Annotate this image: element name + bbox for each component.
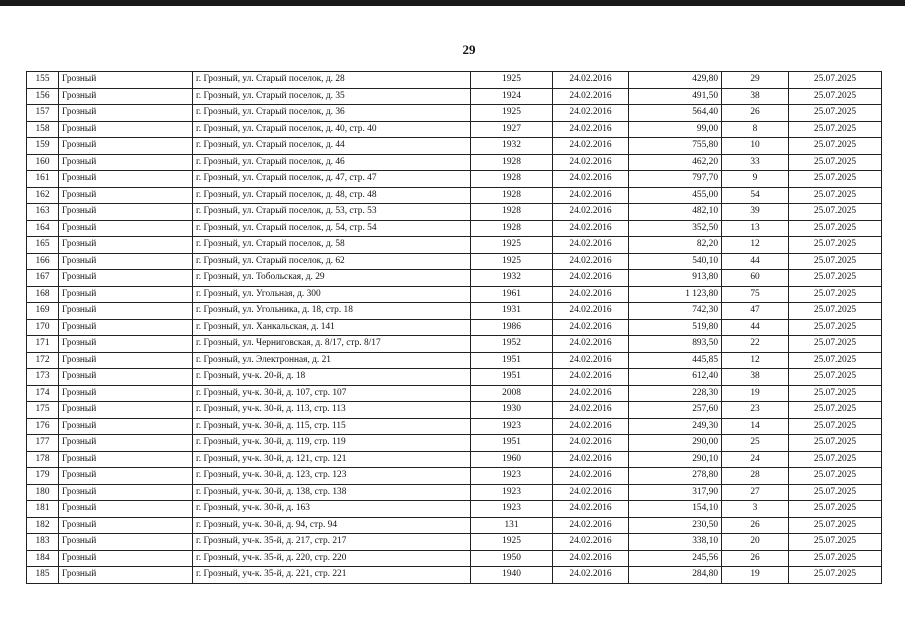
cell-recognition-date: 24.02.2016 <box>553 418 629 435</box>
cell-recognition-date: 24.02.2016 <box>553 567 629 584</box>
cell-residents-count: 20 <box>722 534 789 551</box>
cell-row-number: 157 <box>27 105 59 122</box>
cell-row-number: 176 <box>27 418 59 435</box>
cell-recognition-date: 24.02.2016 <box>553 171 629 188</box>
cell-municipality: Грозный <box>59 88 193 105</box>
cell-resettlement-deadline: 25.07.2025 <box>789 187 882 204</box>
table-row <box>27 171 882 188</box>
cell-construction-year: 1925 <box>471 72 553 89</box>
cell-row-number: 179 <box>27 468 59 485</box>
cell-resettlement-deadline: 25.07.2025 <box>789 154 882 171</box>
cell-municipality: Грозный <box>59 154 193 171</box>
cell-address: г. Грозный, уч-к. 35-й, д. 220, стр. 220 <box>193 550 471 567</box>
cell-resettlement-deadline: 25.07.2025 <box>789 270 882 287</box>
cell-address: г. Грозный, ул. Старый поселок, д. 36 <box>193 105 471 122</box>
cell-recognition-date: 24.02.2016 <box>553 468 629 485</box>
cell-address: г. Грозный, ул. Старый поселок, д. 35 <box>193 88 471 105</box>
table-row <box>27 550 882 567</box>
cell-municipality: Грозный <box>59 484 193 501</box>
cell-address: г. Грозный, ул. Старый поселок, д. 28 <box>193 72 471 89</box>
cell-resettlement-deadline: 25.07.2025 <box>789 286 882 303</box>
cell-resettlement-deadline: 25.07.2025 <box>789 237 882 254</box>
cell-residents-count: 13 <box>722 220 789 237</box>
cell-recognition-date: 24.02.2016 <box>553 451 629 468</box>
cell-recognition-date: 24.02.2016 <box>553 501 629 518</box>
cell-resettlement-deadline: 25.07.2025 <box>789 550 882 567</box>
cell-residents-count: 38 <box>722 88 789 105</box>
registry-body <box>27 72 882 584</box>
cell-resettlement-deadline: 25.07.2025 <box>789 138 882 155</box>
cell-construction-year: 1986 <box>471 319 553 336</box>
table-row <box>27 567 882 584</box>
table-row <box>27 121 882 138</box>
cell-residents-count: 39 <box>722 204 789 221</box>
cell-row-number: 158 <box>27 121 59 138</box>
cell-residents-count: 27 <box>722 484 789 501</box>
cell-construction-year: 1924 <box>471 88 553 105</box>
cell-floor-area: 317,90 <box>629 484 722 501</box>
cell-resettlement-deadline: 25.07.2025 <box>789 352 882 369</box>
cell-residents-count: 10 <box>722 138 789 155</box>
cell-recognition-date: 24.02.2016 <box>553 220 629 237</box>
cell-row-number: 184 <box>27 550 59 567</box>
cell-municipality: Грозный <box>59 204 193 221</box>
cell-construction-year: 1928 <box>471 187 553 204</box>
cell-address: г. Грозный, уч-к. 35-й, д. 221, стр. 221 <box>193 567 471 584</box>
table-row <box>27 154 882 171</box>
cell-address: г. Грозный, ул. Угольника, д. 18, стр. 18 <box>193 303 471 320</box>
cell-residents-count: 3 <box>722 501 789 518</box>
cell-floor-area: 154,10 <box>629 501 722 518</box>
cell-resettlement-deadline: 25.07.2025 <box>789 385 882 402</box>
cell-construction-year: 1951 <box>471 435 553 452</box>
cell-floor-area: 290,10 <box>629 451 722 468</box>
cell-row-number: 170 <box>27 319 59 336</box>
cell-municipality: Грозный <box>59 336 193 353</box>
cell-municipality: Грозный <box>59 534 193 551</box>
cell-residents-count: 75 <box>722 286 789 303</box>
cell-row-number: 156 <box>27 88 59 105</box>
cell-address: г. Грозный, ул. Старый поселок, д. 47, стр. 47 <box>193 171 471 188</box>
table-row <box>27 220 882 237</box>
cell-resettlement-deadline: 25.07.2025 <box>789 451 882 468</box>
cell-row-number: 159 <box>27 138 59 155</box>
cell-construction-year: 1923 <box>471 484 553 501</box>
cell-address: г. Грозный, уч-к. 30-й, д. 119, стр. 119 <box>193 435 471 452</box>
cell-floor-area: 82,20 <box>629 237 722 254</box>
cell-floor-area: 540,10 <box>629 253 722 270</box>
cell-floor-area: 491,50 <box>629 88 722 105</box>
cell-address: г. Грозный, ул. Угольная, д. 300 <box>193 286 471 303</box>
cell-floor-area: 290,00 <box>629 435 722 452</box>
cell-construction-year: 1952 <box>471 336 553 353</box>
cell-row-number: 163 <box>27 204 59 221</box>
cell-residents-count: 26 <box>722 550 789 567</box>
cell-residents-count: 47 <box>722 303 789 320</box>
table-row <box>27 484 882 501</box>
cell-residents-count: 12 <box>722 352 789 369</box>
cell-floor-area: 564,40 <box>629 105 722 122</box>
cell-floor-area: 352,50 <box>629 220 722 237</box>
cell-municipality: Грозный <box>59 567 193 584</box>
cell-row-number: 178 <box>27 451 59 468</box>
cell-construction-year: 131 <box>471 517 553 534</box>
cell-resettlement-deadline: 25.07.2025 <box>789 171 882 188</box>
cell-construction-year: 1927 <box>471 121 553 138</box>
table-row <box>27 88 882 105</box>
cell-row-number: 167 <box>27 270 59 287</box>
cell-resettlement-deadline: 25.07.2025 <box>789 121 882 138</box>
cell-residents-count: 25 <box>722 435 789 452</box>
cell-address: г. Грозный, уч-к. 30-й, д. 123, стр. 123 <box>193 468 471 485</box>
cell-resettlement-deadline: 25.07.2025 <box>789 72 882 89</box>
cell-construction-year: 1923 <box>471 468 553 485</box>
cell-address: г. Грозный, уч-к. 30-й, д. 163 <box>193 501 471 518</box>
cell-municipality: Грозный <box>59 369 193 386</box>
cell-address: г. Грозный, уч-к. 20-й, д. 18 <box>193 369 471 386</box>
cell-floor-area: 519,80 <box>629 319 722 336</box>
cell-row-number: 166 <box>27 253 59 270</box>
cell-residents-count: 19 <box>722 385 789 402</box>
cell-municipality: Грозный <box>59 501 193 518</box>
cell-construction-year: 1928 <box>471 204 553 221</box>
cell-row-number: 161 <box>27 171 59 188</box>
cell-recognition-date: 24.02.2016 <box>553 105 629 122</box>
cell-address: г. Грозный, уч-к. 35-й, д. 217, стр. 217 <box>193 534 471 551</box>
table-row <box>27 270 882 287</box>
cell-construction-year: 1940 <box>471 567 553 584</box>
cell-resettlement-deadline: 25.07.2025 <box>789 369 882 386</box>
cell-row-number: 185 <box>27 567 59 584</box>
cell-address: г. Грозный, ул. Тобольская, д. 29 <box>193 270 471 287</box>
cell-recognition-date: 24.02.2016 <box>553 550 629 567</box>
table-row <box>27 319 882 336</box>
cell-row-number: 172 <box>27 352 59 369</box>
table-row <box>27 352 882 369</box>
cell-address: г. Грозный, ул. Старый поселок, д. 46 <box>193 154 471 171</box>
cell-construction-year: 2008 <box>471 385 553 402</box>
cell-municipality: Грозный <box>59 418 193 435</box>
cell-floor-area: 612,40 <box>629 369 722 386</box>
cell-row-number: 174 <box>27 385 59 402</box>
cell-floor-area: 455,00 <box>629 187 722 204</box>
cell-municipality: Грозный <box>59 451 193 468</box>
cell-floor-area: 755,80 <box>629 138 722 155</box>
cell-floor-area: 893,50 <box>629 336 722 353</box>
page-number: 29 <box>462 42 476 57</box>
cell-municipality: Грозный <box>59 435 193 452</box>
cell-row-number: 183 <box>27 534 59 551</box>
cell-floor-area: 482,10 <box>629 204 722 221</box>
cell-floor-area: 278,80 <box>629 468 722 485</box>
cell-row-number: 155 <box>27 72 59 89</box>
cell-row-number: 169 <box>27 303 59 320</box>
table-row <box>27 501 882 518</box>
cell-construction-year: 1923 <box>471 418 553 435</box>
cell-construction-year: 1932 <box>471 138 553 155</box>
cell-resettlement-deadline: 25.07.2025 <box>789 517 882 534</box>
cell-recognition-date: 24.02.2016 <box>553 484 629 501</box>
cell-residents-count: 22 <box>722 336 789 353</box>
cell-municipality: Грозный <box>59 303 193 320</box>
cell-residents-count: 33 <box>722 154 789 171</box>
cell-floor-area: 742,30 <box>629 303 722 320</box>
cell-construction-year: 1951 <box>471 369 553 386</box>
cell-recognition-date: 24.02.2016 <box>553 237 629 254</box>
housing-registry-table <box>26 71 882 584</box>
cell-row-number: 177 <box>27 435 59 452</box>
cell-recognition-date: 24.02.2016 <box>553 534 629 551</box>
cell-municipality: Грозный <box>59 319 193 336</box>
table-row <box>27 105 882 122</box>
table-row <box>27 385 882 402</box>
cell-row-number: 168 <box>27 286 59 303</box>
cell-recognition-date: 24.02.2016 <box>553 385 629 402</box>
cell-recognition-date: 24.02.2016 <box>553 187 629 204</box>
cell-residents-count: 8 <box>722 121 789 138</box>
cell-construction-year: 1928 <box>471 171 553 188</box>
cell-residents-count: 26 <box>722 517 789 534</box>
cell-municipality: Грозный <box>59 105 193 122</box>
cell-resettlement-deadline: 25.07.2025 <box>789 220 882 237</box>
cell-construction-year: 1925 <box>471 534 553 551</box>
cell-construction-year: 1928 <box>471 154 553 171</box>
cell-municipality: Грозный <box>59 171 193 188</box>
cell-recognition-date: 24.02.2016 <box>553 352 629 369</box>
cell-resettlement-deadline: 25.07.2025 <box>789 418 882 435</box>
cell-recognition-date: 24.02.2016 <box>553 204 629 221</box>
cell-row-number: 181 <box>27 501 59 518</box>
table-row <box>27 402 882 419</box>
table-row <box>27 534 882 551</box>
cell-row-number: 175 <box>27 402 59 419</box>
cell-floor-area: 249,30 <box>629 418 722 435</box>
cell-resettlement-deadline: 25.07.2025 <box>789 253 882 270</box>
cell-recognition-date: 24.02.2016 <box>553 121 629 138</box>
cell-address: г. Грозный, уч-к. 30-й, д. 113, стр. 113 <box>193 402 471 419</box>
cell-construction-year: 1931 <box>471 303 553 320</box>
cell-municipality: Грозный <box>59 121 193 138</box>
table-row <box>27 303 882 320</box>
cell-address: г. Грозный, уч-к. 30-й, д. 115, стр. 115 <box>193 418 471 435</box>
cell-residents-count: 29 <box>722 72 789 89</box>
cell-municipality: Грозный <box>59 550 193 567</box>
cell-address: г. Грозный, ул. Старый поселок, д. 58 <box>193 237 471 254</box>
cell-residents-count: 9 <box>722 171 789 188</box>
cell-municipality: Грозный <box>59 286 193 303</box>
table-row <box>27 451 882 468</box>
cell-address: г. Грозный, ул. Старый поселок, д. 62 <box>193 253 471 270</box>
cell-resettlement-deadline: 25.07.2025 <box>789 319 882 336</box>
cell-recognition-date: 24.02.2016 <box>553 336 629 353</box>
table-row <box>27 468 882 485</box>
cell-construction-year: 1932 <box>471 270 553 287</box>
cell-residents-count: 19 <box>722 567 789 584</box>
cell-address: г. Грозный, ул. Ханкальская, д. 141 <box>193 319 471 336</box>
cell-municipality: Грозный <box>59 138 193 155</box>
cell-address: г. Грозный, ул. Старый поселок, д. 48, стр. 48 <box>193 187 471 204</box>
cell-residents-count: 44 <box>722 319 789 336</box>
cell-construction-year: 1925 <box>471 253 553 270</box>
cell-municipality: Грозный <box>59 72 193 89</box>
cell-construction-year: 1928 <box>471 220 553 237</box>
cell-floor-area: 257,60 <box>629 402 722 419</box>
table-row <box>27 336 882 353</box>
cell-resettlement-deadline: 25.07.2025 <box>789 435 882 452</box>
cell-residents-count: 44 <box>722 253 789 270</box>
cell-floor-area: 284,80 <box>629 567 722 584</box>
cell-address: г. Грозный, ул. Старый поселок, д. 54, стр. 54 <box>193 220 471 237</box>
cell-municipality: Грозный <box>59 352 193 369</box>
table-row <box>27 72 882 89</box>
cell-resettlement-deadline: 25.07.2025 <box>789 402 882 419</box>
cell-row-number: 160 <box>27 154 59 171</box>
cell-address: г. Грозный, ул. Электронная, д. 21 <box>193 352 471 369</box>
cell-floor-area: 1 123,80 <box>629 286 722 303</box>
cell-recognition-date: 24.02.2016 <box>553 435 629 452</box>
cell-resettlement-deadline: 25.07.2025 <box>789 204 882 221</box>
cell-floor-area: 99,00 <box>629 121 722 138</box>
cell-floor-area: 230,50 <box>629 517 722 534</box>
cell-municipality: Грозный <box>59 468 193 485</box>
cell-address: г. Грозный, ул. Черниговская, д. 8/17, стр. 8/17 <box>193 336 471 353</box>
cell-construction-year: 1925 <box>471 105 553 122</box>
cell-floor-area: 228,30 <box>629 385 722 402</box>
cell-address: г. Грозный, уч-к. 30-й, д. 107, стр. 107 <box>193 385 471 402</box>
cell-floor-area: 429,80 <box>629 72 722 89</box>
cell-floor-area: 245,56 <box>629 550 722 567</box>
cell-row-number: 162 <box>27 187 59 204</box>
cell-row-number: 173 <box>27 369 59 386</box>
table-row <box>27 369 882 386</box>
cell-resettlement-deadline: 25.07.2025 <box>789 336 882 353</box>
table-row <box>27 204 882 221</box>
table-row <box>27 253 882 270</box>
cell-recognition-date: 24.02.2016 <box>553 303 629 320</box>
cell-address: г. Грозный, ул. Старый поселок, д. 40, стр. 40 <box>193 121 471 138</box>
cell-municipality: Грозный <box>59 187 193 204</box>
cell-resettlement-deadline: 25.07.2025 <box>789 105 882 122</box>
cell-construction-year: 1951 <box>471 352 553 369</box>
table-row <box>27 138 882 155</box>
cell-recognition-date: 24.02.2016 <box>553 154 629 171</box>
cell-residents-count: 28 <box>722 468 789 485</box>
cell-row-number: 180 <box>27 484 59 501</box>
cell-resettlement-deadline: 25.07.2025 <box>789 303 882 320</box>
cell-municipality: Грозный <box>59 270 193 287</box>
table-row <box>27 286 882 303</box>
cell-address: г. Грозный, ул. Старый поселок, д. 44 <box>193 138 471 155</box>
cell-residents-count: 24 <box>722 451 789 468</box>
cell-address: г. Грозный, уч-к. 30-й, д. 121, стр. 121 <box>193 451 471 468</box>
cell-municipality: Грозный <box>59 402 193 419</box>
cell-recognition-date: 24.02.2016 <box>553 369 629 386</box>
cell-floor-area: 913,80 <box>629 270 722 287</box>
cell-resettlement-deadline: 25.07.2025 <box>789 484 882 501</box>
cell-municipality: Грозный <box>59 385 193 402</box>
cell-row-number: 182 <box>27 517 59 534</box>
cell-address: г. Грозный, уч-к. 30-й, д. 138, стр. 138 <box>193 484 471 501</box>
cell-floor-area: 338,10 <box>629 534 722 551</box>
table-row <box>27 435 882 452</box>
cell-row-number: 165 <box>27 237 59 254</box>
cell-recognition-date: 24.02.2016 <box>553 286 629 303</box>
cell-residents-count: 54 <box>722 187 789 204</box>
cell-construction-year: 1961 <box>471 286 553 303</box>
cell-recognition-date: 24.02.2016 <box>553 88 629 105</box>
cell-residents-count: 12 <box>722 237 789 254</box>
cell-recognition-date: 24.02.2016 <box>553 402 629 419</box>
table-row <box>27 418 882 435</box>
cell-construction-year: 1930 <box>471 402 553 419</box>
cell-municipality: Грозный <box>59 237 193 254</box>
cell-row-number: 171 <box>27 336 59 353</box>
cell-residents-count: 26 <box>722 105 789 122</box>
cell-floor-area: 797,70 <box>629 171 722 188</box>
table-row <box>27 187 882 204</box>
table-row <box>27 237 882 254</box>
cell-address: г. Грозный, ул. Старый поселок, д. 53, стр. 53 <box>193 204 471 221</box>
cell-recognition-date: 24.02.2016 <box>553 270 629 287</box>
cell-resettlement-deadline: 25.07.2025 <box>789 501 882 518</box>
cell-recognition-date: 24.02.2016 <box>553 517 629 534</box>
cell-recognition-date: 24.02.2016 <box>553 253 629 270</box>
table-row <box>27 517 882 534</box>
cell-floor-area: 445,85 <box>629 352 722 369</box>
cell-resettlement-deadline: 25.07.2025 <box>789 88 882 105</box>
cell-resettlement-deadline: 25.07.2025 <box>789 567 882 584</box>
scan-top-band <box>0 0 905 6</box>
cell-municipality: Грозный <box>59 517 193 534</box>
cell-row-number: 164 <box>27 220 59 237</box>
cell-floor-area: 462,20 <box>629 154 722 171</box>
cell-residents-count: 38 <box>722 369 789 386</box>
cell-recognition-date: 24.02.2016 <box>553 72 629 89</box>
cell-resettlement-deadline: 25.07.2025 <box>789 534 882 551</box>
cell-residents-count: 14 <box>722 418 789 435</box>
cell-recognition-date: 24.02.2016 <box>553 319 629 336</box>
cell-address: г. Грозный, уч-к. 30-й, д. 94, стр. 94 <box>193 517 471 534</box>
cell-resettlement-deadline: 25.07.2025 <box>789 468 882 485</box>
cell-construction-year: 1925 <box>471 237 553 254</box>
cell-residents-count: 60 <box>722 270 789 287</box>
cell-construction-year: 1960 <box>471 451 553 468</box>
cell-recognition-date: 24.02.2016 <box>553 138 629 155</box>
cell-construction-year: 1950 <box>471 550 553 567</box>
cell-municipality: Грозный <box>59 253 193 270</box>
cell-residents-count: 23 <box>722 402 789 419</box>
cell-construction-year: 1923 <box>471 501 553 518</box>
cell-municipality: Грозный <box>59 220 193 237</box>
